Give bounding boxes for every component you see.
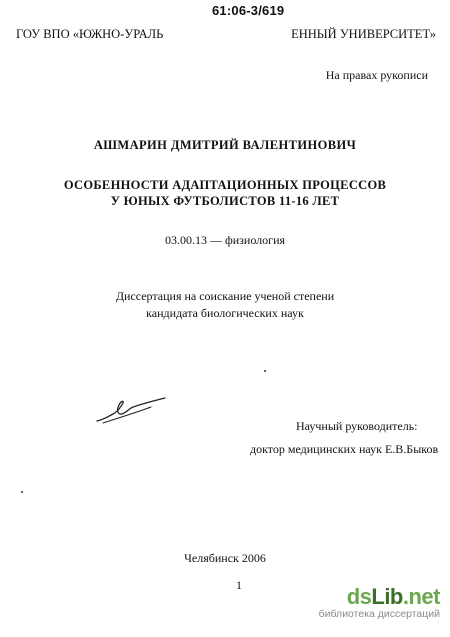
author-name: АШМАРИН ДМИТРИЙ ВАЛЕНТИНОВИЧ — [93, 138, 357, 152]
dslib-brand: dsLib.net — [346, 584, 440, 609]
thesis-title-line-1: ОСОБЕННОСТИ АДАПТАЦИОННЫХ ПРОЦЕССОВ — [63, 178, 387, 192]
institution-header-right: ЕННЫЙ УНИВЕРСИТЕТ» — [291, 27, 436, 41]
dslib-watermark-logo — [319, 584, 440, 620]
specialty-code: 03.00.13 — физиология — [164, 233, 286, 247]
page-number: 1 — [236, 578, 242, 592]
signature-icon — [95, 394, 167, 426]
city-year: Челябинск 2006 — [184, 551, 266, 565]
degree-line-2: кандидата биологических наук — [146, 306, 304, 320]
supervisor-name: доктор медицинских наук Е.В.Быков — [250, 442, 439, 456]
supervisor-label: Научный руководитель: — [296, 419, 418, 433]
archive-stamp: 61:06-3/619 — [212, 3, 285, 18]
institution-header-left: ГОУ ВПО «ЮЖНО-УРАЛЬ — [16, 27, 164, 41]
rights-note: На правах рукописи — [325, 68, 428, 82]
institution-header — [16, 27, 436, 42]
degree-line-1: Диссертация на соискание ученой степени — [115, 289, 335, 303]
dslib-tagline: библиотека диссертаций — [318, 608, 440, 620]
thesis-title-line-2: У ЮНЫХ ФУТБОЛИСТОВ 11-16 ЛЕТ — [110, 194, 340, 208]
scan-speck — [264, 370, 266, 372]
scan-speck — [21, 491, 23, 493]
